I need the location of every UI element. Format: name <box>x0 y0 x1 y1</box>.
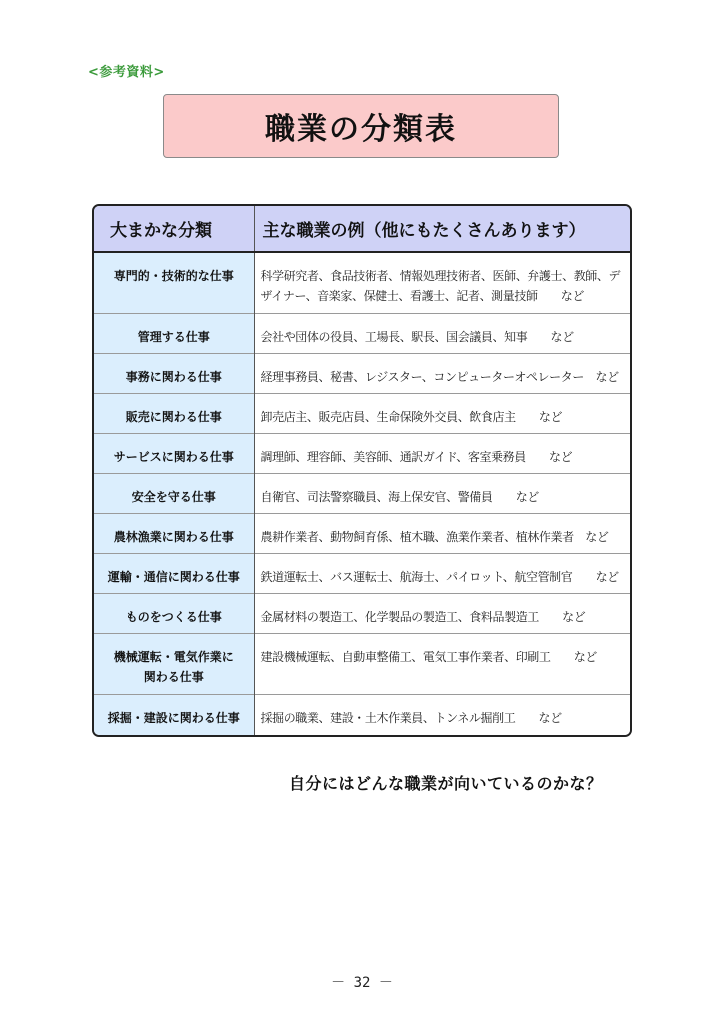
table-row <box>94 473 630 513</box>
examples-cell: 建設機械運転、自動車整備工、電気工事作業者、印刷工 など <box>254 634 630 695</box>
examples-cell: 自衛官、司法警察職員、海上保安官、警備員 など <box>254 473 630 513</box>
table-row <box>94 554 630 594</box>
occupation-table-container <box>92 204 632 737</box>
title-box <box>163 94 559 158</box>
examples-cell: 卸売店主、販売店員、生命保険外交員、飲食店主 など <box>254 393 630 433</box>
page-title: 職業の分類表 <box>265 112 457 147</box>
table-row <box>94 252 630 313</box>
closing-question: 自分にはどんな職業が向いているのかな？ <box>289 774 603 793</box>
header-examples: 主な職業の例（他にもたくさんあります） <box>254 206 630 252</box>
table-row <box>94 695 630 735</box>
examples-cell: 経理事務員、秘書、レジスター、コンピューターオペレーター など <box>254 353 630 393</box>
page-number: － 32 － <box>331 975 393 991</box>
category-cell: ものをつくる仕事 <box>94 594 254 634</box>
table-row <box>94 353 630 393</box>
category-cell: サービスに関わる仕事 <box>94 433 254 473</box>
examples-cell: 金属材料の製造工、化学製品の製造工、食料品製造工 など <box>254 594 630 634</box>
category-cell: 農林漁業に関わる仕事 <box>94 514 254 554</box>
examples-cell: 農耕作業者、動物飼育係、植木職、漁業作業者、植林作業者 など <box>254 514 630 554</box>
table-row <box>94 393 630 433</box>
examples-cell: 鉄道運転士、バス運転士、航海士、パイロット、航空管制官 など <box>254 554 630 594</box>
category-cell: 採掘・建設に関わる仕事 <box>94 695 254 735</box>
category-line: 機械運転・電気作業に <box>113 650 234 665</box>
examples-cell: 採掘の職業、建設・土木作業員、トンネル掘削工 など <box>254 695 630 735</box>
table-row <box>94 594 630 634</box>
category-cell: 安全を守る仕事 <box>94 473 254 513</box>
occupation-table <box>94 206 630 735</box>
examples-cell: 会社や団体の役員、工場長、駅長、国会議員、知事 など <box>254 313 630 353</box>
header-category: 大まかな分類 <box>94 206 254 252</box>
table-row <box>94 433 630 473</box>
category-cell: 管理する仕事 <box>94 313 254 353</box>
category-cell: 運輸・通信に関わる仕事 <box>94 554 254 594</box>
reference-label: <参考資料> <box>88 65 165 80</box>
category-cell: 販売に関わる仕事 <box>94 393 254 433</box>
table-row <box>94 514 630 554</box>
category-line: 関わる仕事 <box>143 670 204 685</box>
category-cell: 事務に関わる仕事 <box>94 353 254 393</box>
table-row <box>94 634 630 695</box>
examples-cell: 調理師、理容師、美容師、通訳ガイド、客室乗務員 など <box>254 433 630 473</box>
table-header-row <box>94 206 630 252</box>
table-row <box>94 313 630 353</box>
category-cell <box>94 634 254 695</box>
examples-cell: 科学研究者、食品技術者、情報処理技術者、医師、弁護士、教師、デザイナー、音楽家、保健士、看護士、記者、測量技師 など <box>254 252 630 313</box>
category-cell: 専門的・技術的な仕事 <box>94 252 254 313</box>
